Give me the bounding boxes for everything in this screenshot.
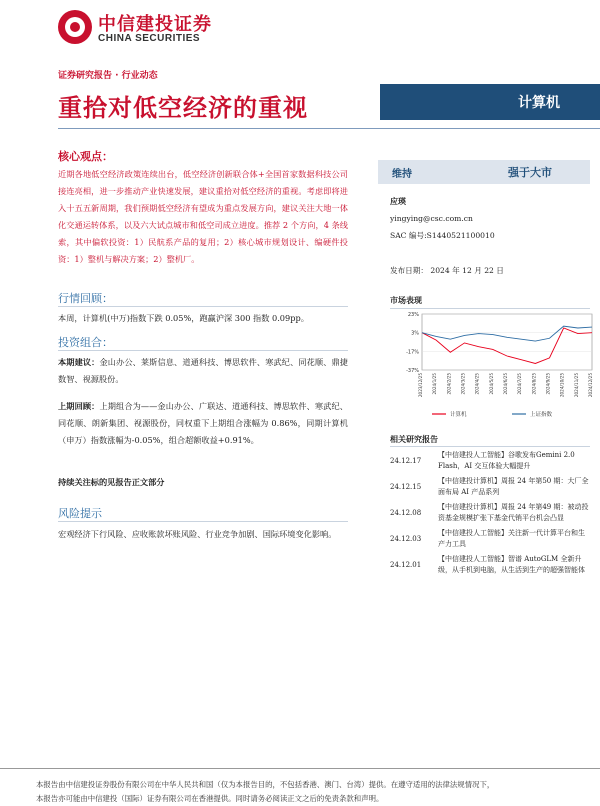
related-report-item[interactable] [390,554,590,576]
rating-maintain: 维持 [392,169,412,180]
related-report-date: 24.12.03 [390,535,422,543]
risk-text: 宏观经济下行风险、应收账款坏账风险、行业竞争加剧、国际环境变化影响。 [58,529,337,539]
this-week-suggestion [58,354,348,388]
market-performance-chart [390,310,593,420]
chart-x-tick-label: 2024/6/25 [503,373,508,395]
chart-x-tick-label: 2024/8/25 [531,373,537,395]
logo-chinese-text: 中信建投证券 [98,14,212,35]
chart-x-tick-label: 2024/4/25 [474,373,480,395]
related-report-title[interactable]: 【中信建投人工智能】智谱 AutoGLM 全新升级，从手机到电脑，从生活到生产的超强智能体 [438,555,585,574]
chart-x-tick-label: 2024/7/25 [517,373,523,395]
market-review-heading: 行情回顾： [58,292,113,305]
release-date: 发布日期： 2024 年 12 月 22 日 [390,266,504,275]
section-rule [390,446,590,447]
related-report-title[interactable]: 【中信建投计算机】周报 24 年第50 期：大厂全面布局 AI 产品系列 [438,477,589,496]
chart-x-tick-label: 2024/1/25 [432,373,438,395]
chart-x-tick-label: 2024/12/25 [588,373,593,398]
related-report-date: 24.12.17 [390,457,422,465]
chart-series-line-0 [422,328,592,363]
related-report-item[interactable] [390,476,590,498]
related-report-item[interactable] [390,528,590,550]
related-report-title[interactable]: 【中信建投人工智能】谷歌发布Gemini 2.0 Flash，AI 交互体验大幅提升 [438,451,575,470]
analyst-email: yingying@csc.com.cn [390,214,473,223]
chart-y-tick-label: 3% [411,330,419,337]
chart-legend-label: 上证指数 [530,412,553,418]
chart-x-tick-label: 2023/12/25 [418,373,423,398]
related-report-date: 24.12.08 [390,509,422,517]
follow-note: 持续关注标的见报告正文部分 [58,477,165,487]
footer-divider [0,768,600,769]
chart-y-tick-label: -17% [406,349,419,356]
company-logo-icon [58,10,92,44]
report-title: 重拾对低空经济的重视 [58,94,308,122]
footer-line: 本报告亦可能由中信建投（国际）证券有限公司在香港提供。同时请务必阅读正文之后的免责条款和声明。 [36,794,384,803]
chart-x-tick-label: 2024/5/25 [488,373,494,395]
analyst-sac: SAC 编号:S1440521100010 [390,231,495,240]
chart-y-tick-label: -37% [406,368,419,374]
header-divider [58,128,600,129]
last-week-label: 上期回顾： [58,401,100,411]
logo-english-text: CHINA SECURITIES [98,33,201,44]
chart-series-line-1 [422,326,592,341]
report-type: 证券研究报告 · 行业动态 [58,71,158,81]
this-week-text: 金山办公、莱斯信息、道通科技、博思软件、寒武纪、同花顺、鼎捷数智、视源股份。 [58,357,348,384]
chart-x-tick-label: 2024/3/25 [460,373,466,395]
section-rule [58,350,348,351]
sector-label: 计算机 [518,95,560,111]
chart-y-tick-label: 23% [407,312,419,318]
related-report-date: 24.12.15 [390,483,422,491]
chart-x-tick-label: 2024/11/25 [573,373,579,398]
related-report-title[interactable]: 【中信建投计算机】周报 24 年第49 期：被动投资基金规模扩张下基金代销平台机会凸显 [438,503,589,522]
core-view-heading: 核心观点： [58,150,113,163]
risk-heading: 风险提示 [58,507,102,520]
section-rule [58,521,348,522]
footer-disclaimer [36,778,494,806]
portfolio-heading: 投资组合： [58,336,113,349]
last-week-text: 上期组合为——金山办公、广联达、道通科技、博思软件、寒武纪、同花顺、朗新集团、视源股份，同权重下上期组合涨幅为 0.86%，同期计算机（申万）指数涨幅为-0.05%，组合超额收益+0.91%。 [58,401,348,445]
analyst-name: 应瑛 [390,197,406,206]
related-report-item[interactable] [390,502,590,524]
related-report-title[interactable]: 【中信建投人工智能】关注新一代计算平台和生产力工具 [438,529,585,548]
last-week-review [58,398,348,449]
related-report-item[interactable] [390,450,590,472]
section-rule [58,306,348,307]
related-reports-heading: 相关研究报告 [390,435,438,444]
chart-x-tick-label: 2024/9/25 [545,373,551,395]
related-reports-list [390,450,590,580]
market-review-text: 本周，计算机(中万)指数下跌 0.05%，跑赢沪深 300 指数 0.09pp。 [58,313,309,323]
chart-legend-label: 计算机 [450,412,467,418]
section-rule [390,308,590,309]
chart-x-tick-label: 2024/2/25 [446,373,452,395]
chart-plot-area [422,314,592,370]
chart-x-tick-label: 2024/10/25 [559,373,565,398]
this-week-label: 本期建议： [58,357,100,367]
related-report-date: 24.12.01 [390,561,422,569]
market-performance-heading: 市场表现 [390,296,422,305]
rating-value: 强于大市 [508,166,552,179]
core-view-text: 近期各地低空经济政策连续出台，低空经济创新联合体+全国首家数据科技公司接连亮相，进一步推动产业快速发展，建议重拾对低空经济的重视。考虑即将进入十五五新周期，我们预期低空经济有望成为重点发展方向，建议关注大地一体化交通运转体系，以及六大试点城市和低空司成立进度。推荐 2 个方向，4 条线索，其中偏软投资：1）民航系产品的复用；2）核心城市规划设计、编硬件投资：1）整机与解决方案；2）整机厂。 [58,169,348,264]
footer-line: 本报告由中信建投证券股份有限公司在中华人民共和国（仅为本报告目的，不包括香港、澳门、台湾）提供。在遵守适用的法律法规情况下， [36,780,495,789]
